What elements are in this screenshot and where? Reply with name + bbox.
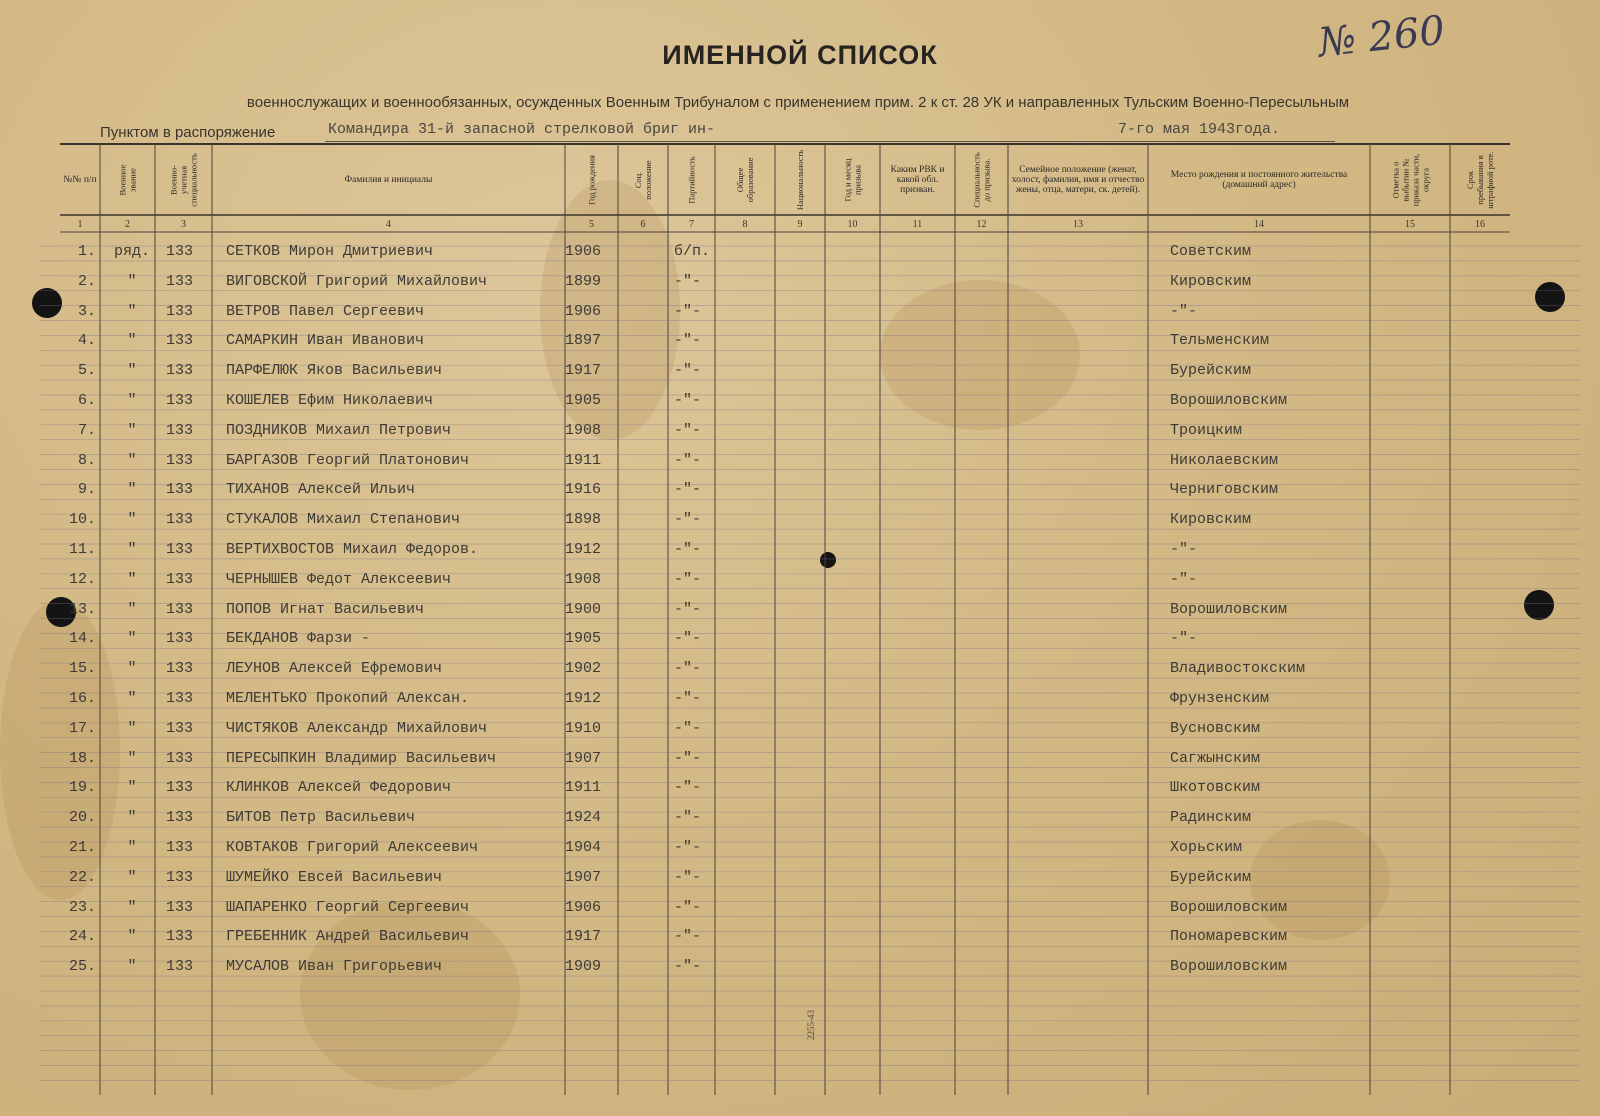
column-number: 5 <box>589 219 594 230</box>
cell-year: 1898 <box>565 511 602 529</box>
column-number: 1 <box>77 219 83 230</box>
column-header-2 <box>100 146 155 213</box>
cell-place: Ворошиловским <box>1170 958 1288 976</box>
cell-n: 21. <box>68 839 96 856</box>
cell-name: МУСАЛОВ Иван Григорьевич <box>226 958 443 976</box>
cell-n: 20. <box>68 809 96 827</box>
cell-name: ТИХАНОВ Алексей Ильич <box>226 481 416 499</box>
cell-name: БАРГАЗОВ Георгий Платонович <box>226 451 470 469</box>
cell-rank: " <box>127 272 137 290</box>
column-header-label: Год рождения <box>586 154 597 205</box>
cell-name: САМАРКИН Иван Иванович <box>226 332 425 350</box>
cell-year: 1907 <box>565 749 602 767</box>
cell-place: Радинским <box>1170 809 1252 827</box>
table-row <box>0 476 1600 504</box>
cell-year: 1908 <box>565 421 602 439</box>
cell-party: -"- <box>674 779 702 797</box>
table-row <box>0 357 1600 385</box>
cell-party: -"- <box>674 690 702 707</box>
column-header-label: Каким РВК и какой обл. призван. <box>890 164 945 195</box>
column-header-label: Фамилия и инициалы <box>344 174 433 185</box>
cell-rank: " <box>127 839 137 856</box>
cell-party: -"- <box>674 958 702 976</box>
column-header-9 <box>775 146 825 213</box>
cell-name: ПОПОВ Игнат Васильевич <box>226 600 425 618</box>
column-header-6 <box>618 146 668 213</box>
column-header-4 <box>212 146 565 213</box>
cell-party: -"- <box>674 600 702 618</box>
cell-name: ПОЗДНИКОВ Михаил Петрович <box>226 421 452 439</box>
column-header-label: Соц. положение <box>633 159 653 200</box>
cell-spec: 133 <box>166 749 194 767</box>
cell-party: -"- <box>674 630 702 648</box>
cell-n: 5. <box>77 362 96 380</box>
cell-year: 1907 <box>565 868 602 886</box>
cell-place: Бурейским <box>1170 362 1252 380</box>
cell-place: Ворошиловским <box>1170 898 1288 916</box>
cell-rank: " <box>127 660 137 678</box>
cell-spec: 133 <box>166 928 194 946</box>
subtitle-line-1: военнослужащих и военнообязанных, осужденных Военным Трибуналом с применением прим. 2 к ст. 28 УК и направленных Тульским Военно-Пересыльным <box>246 94 1350 111</box>
cell-spec: 133 <box>166 332 194 350</box>
cell-name: ВИГОВСКОЙ Григорий Михайлович <box>226 272 488 290</box>
cell-place: Владивостокским <box>1170 660 1306 678</box>
cell-n: 7. <box>77 421 96 439</box>
cell-party: -"- <box>674 660 702 678</box>
table-row <box>0 923 1600 951</box>
cell-n: 1. <box>77 243 96 260</box>
subtitle-line-2-date: 7-го мая 1943года. <box>1118 121 1281 138</box>
cell-rank: " <box>127 928 137 946</box>
column-header-7 <box>668 146 715 213</box>
cell-spec: 133 <box>166 868 194 886</box>
cell-n: 17. <box>68 719 96 737</box>
form-code: 2255-43 <box>806 1010 816 1040</box>
column-header-label: Военно-учетная специальность <box>168 152 199 207</box>
cell-year: 1909 <box>565 958 602 976</box>
cell-n: 25. <box>68 958 96 976</box>
cell-rank: " <box>127 392 137 409</box>
cell-name: ГРЕБЕННИК Андрей Васильевич <box>226 928 470 946</box>
cell-year: 1910 <box>565 719 602 737</box>
cell-rank: " <box>127 958 137 976</box>
column-number: 9 <box>797 219 803 230</box>
cell-name: МЕЛЕНТЬКО Прокопий Алексан. <box>226 690 470 707</box>
cell-place: -"- <box>1170 302 1198 320</box>
cell-n: 11. <box>68 541 96 558</box>
column-header-label: №№ п/п <box>63 174 97 185</box>
cell-year: 1906 <box>565 243 602 260</box>
table-row <box>0 298 1600 326</box>
cell-spec: 133 <box>166 719 194 737</box>
cell-spec: 133 <box>166 392 194 409</box>
cell-party: -"- <box>674 302 702 320</box>
column-header-label: Место рождения и постоянного жительства (домашний адрес) <box>1170 169 1348 190</box>
cell-rank: " <box>127 600 137 618</box>
cell-year: 1911 <box>565 779 602 797</box>
cell-spec: 133 <box>166 451 194 469</box>
cell-place: Шкотовским <box>1170 779 1261 797</box>
cell-rank: " <box>127 481 137 499</box>
column-header-8 <box>715 146 775 213</box>
cell-rank: " <box>127 570 137 588</box>
cell-place: Ворошиловским <box>1170 600 1288 618</box>
column-header-label: Специальность до призыва. <box>971 151 992 208</box>
cell-party: -"- <box>674 362 702 380</box>
column-number: 10 <box>847 219 858 230</box>
cell-name: ЧЕРНЫШЕВ Федот Алексеевич <box>226 570 452 588</box>
cell-year: 1911 <box>565 451 602 469</box>
table-row <box>0 506 1600 534</box>
cell-rank: " <box>127 421 137 439</box>
cell-place: -"- <box>1170 630 1198 648</box>
column-header-5 <box>565 146 618 213</box>
table-row <box>0 327 1600 355</box>
column-header-label: Срок пребывания в штрафной роте. <box>1465 150 1495 209</box>
subtitle-line-2-label: Пунктом в распоряжение <box>100 124 276 141</box>
cell-n: 12. <box>68 570 96 588</box>
cell-year: 1906 <box>565 302 602 320</box>
cell-n: 14. <box>68 630 96 648</box>
cell-n: 4. <box>77 332 96 350</box>
table-row <box>0 566 1600 594</box>
cell-rank: " <box>127 451 137 469</box>
table-row <box>0 417 1600 445</box>
column-header-15 <box>1370 146 1450 213</box>
cell-n: 6. <box>77 392 96 409</box>
table-row <box>0 625 1600 653</box>
cell-year: 1897 <box>565 332 602 350</box>
cell-spec: 133 <box>166 779 194 797</box>
cell-year: 1906 <box>565 898 602 916</box>
column-number: 6 <box>640 219 646 230</box>
cell-spec: 133 <box>166 511 194 529</box>
cell-n: 24. <box>68 928 96 946</box>
cell-rank: " <box>127 719 137 737</box>
column-header-1 <box>60 146 100 213</box>
column-number: 8 <box>742 219 748 230</box>
table-row <box>0 596 1600 624</box>
cell-rank: " <box>127 362 137 380</box>
cell-name: КОВТАКОВ Григорий Алексеевич <box>226 839 479 856</box>
cell-n: 22. <box>68 868 96 886</box>
column-header-label: Год и месяц призыва <box>842 158 863 201</box>
column-number: 4 <box>386 219 391 230</box>
cell-party: -"- <box>674 719 702 737</box>
cell-rank: " <box>127 690 137 707</box>
cell-n: 2. <box>77 272 96 290</box>
column-header-label: Партийность <box>686 155 697 204</box>
column-header-3 <box>155 146 212 213</box>
cell-rank: " <box>127 779 137 797</box>
cell-year: 1908 <box>565 570 602 588</box>
cell-name: ПАРФЕЛЮК Яков Васильевич <box>226 362 443 380</box>
cell-name: ШАПАРЕНКО Георгий Сергеевич <box>226 898 470 916</box>
cell-spec: 133 <box>166 898 194 916</box>
column-header-14 <box>1148 146 1370 213</box>
column-header-label: Семейное положение (женат, холост, фамилия, имя и отчество жены, отца, матери, ск. детей). <box>1011 164 1145 195</box>
cell-party: -"- <box>674 898 702 916</box>
cell-name: ВЕРТИХВОСТОВ Михаил Федоров. <box>226 541 479 558</box>
cell-year: 1912 <box>565 690 602 707</box>
subtitle-line-2-recipient: Командира 31-й запасной стрелковой бриг ин- <box>328 121 716 138</box>
cell-party: -"- <box>674 570 702 588</box>
cell-rank: " <box>127 749 137 767</box>
cell-party: -"- <box>674 511 702 529</box>
cell-spec: 133 <box>166 272 194 290</box>
cell-rank: " <box>127 511 137 529</box>
cell-year: 1917 <box>565 362 602 380</box>
table-row <box>0 387 1600 415</box>
table-row <box>0 655 1600 683</box>
column-number: 7 <box>689 219 694 230</box>
cell-place: Пономаревским <box>1170 928 1288 946</box>
cell-year: 1904 <box>565 839 602 856</box>
cell-n: 8. <box>77 451 96 469</box>
cell-n: 19. <box>68 779 96 797</box>
cell-place: Троицким <box>1170 421 1243 439</box>
cell-party: -"- <box>674 868 702 886</box>
cell-spec: 133 <box>166 421 194 439</box>
cell-year: 1905 <box>565 630 602 648</box>
cell-year: 1905 <box>565 392 602 409</box>
cell-place: Тельменским <box>1170 332 1270 350</box>
cell-spec: 133 <box>166 958 194 976</box>
cell-place: -"- <box>1170 570 1198 588</box>
cell-rank: " <box>127 332 137 350</box>
cell-year: 1916 <box>565 481 602 499</box>
cell-rank: " <box>127 868 137 886</box>
cell-party: б/п. <box>674 243 711 260</box>
cell-party: -"- <box>674 421 702 439</box>
column-header-13 <box>1008 146 1148 213</box>
cell-name: СЕТКОВ Мирон Дмитриевич <box>226 243 434 260</box>
cell-spec: 133 <box>166 690 194 707</box>
cell-rank: " <box>127 302 137 320</box>
cell-n: 15. <box>68 660 96 678</box>
column-header-label: Отметка о выбытии № приказа части, округа <box>1390 153 1430 206</box>
table-row <box>0 715 1600 743</box>
column-number: 2 <box>125 219 130 230</box>
cell-n: 18. <box>68 749 96 767</box>
cell-place: Кировским <box>1170 511 1252 529</box>
column-number: 3 <box>181 219 186 230</box>
cell-spec: 133 <box>166 362 194 380</box>
cell-party: -"- <box>674 809 702 827</box>
cell-spec: 133 <box>166 630 194 648</box>
cell-place: Кировским <box>1170 272 1252 290</box>
cell-year: 1924 <box>565 809 602 827</box>
cell-party: -"- <box>674 839 702 856</box>
table-row <box>0 745 1600 773</box>
cell-party: -"- <box>674 928 702 946</box>
column-number: 14 <box>1254 219 1264 230</box>
cell-party: -"- <box>674 451 702 469</box>
cell-party: -"- <box>674 392 702 409</box>
column-number: 16 <box>1475 219 1485 230</box>
cell-name: БИТОВ Петр Васильевич <box>226 809 416 827</box>
table-row <box>0 268 1600 296</box>
cell-n: 13. <box>68 600 96 618</box>
cell-year: 1899 <box>565 272 602 290</box>
cell-spec: 133 <box>166 600 194 618</box>
cell-party: -"- <box>674 332 702 350</box>
document-number: № 260 <box>1315 7 1447 67</box>
cell-rank: " <box>127 898 137 916</box>
cell-party: -"- <box>674 481 702 499</box>
cell-rank: ряд. <box>113 243 150 260</box>
table-row <box>0 894 1600 922</box>
table-row <box>0 447 1600 475</box>
column-number: 15 <box>1405 219 1415 230</box>
table-row <box>0 536 1600 564</box>
cell-spec: 133 <box>166 570 194 588</box>
cell-place: Фрунзенским <box>1170 690 1270 707</box>
cell-name: КЛИНКОВ Алексей Федорович <box>226 779 452 797</box>
cell-spec: 133 <box>166 243 194 260</box>
cell-spec: 133 <box>166 809 194 827</box>
column-header-16 <box>1450 146 1510 213</box>
cell-year: 1902 <box>565 660 602 678</box>
cell-party: -"- <box>674 272 702 290</box>
document-title: ИМЕННОЙ СПИСОК <box>662 40 938 70</box>
column-header-label: Национальность <box>795 149 805 210</box>
column-header-label: Общее образование <box>735 157 755 202</box>
cell-party: -"- <box>674 541 702 558</box>
table-row <box>0 774 1600 802</box>
table-row <box>0 834 1600 862</box>
cell-place: Советским <box>1170 243 1252 260</box>
cell-n: 9. <box>77 481 96 499</box>
cell-n: 3. <box>77 302 96 320</box>
cell-spec: 133 <box>166 481 194 499</box>
cell-rank: " <box>127 630 137 648</box>
table-row <box>0 804 1600 832</box>
cell-rank: " <box>127 541 137 558</box>
cell-place: Николаевским <box>1170 451 1279 469</box>
cell-name: ВЕТРОВ Павел Сергеевич <box>226 302 425 320</box>
cell-name: БЕКДАНОВ Фарзи - <box>226 630 371 648</box>
cell-n: 16. <box>68 690 96 707</box>
cell-place: Бурейским <box>1170 868 1252 886</box>
table-row <box>0 864 1600 892</box>
cell-spec: 133 <box>166 839 194 856</box>
cell-n: 10. <box>68 511 96 529</box>
cell-rank: " <box>127 809 137 827</box>
cell-place: Черниговским <box>1170 481 1279 499</box>
cell-name: ПЕРЕСЫПКИН Владимир Васильевич <box>226 749 497 767</box>
cell-place: Сагжынским <box>1170 749 1261 767</box>
table-row <box>0 238 1600 266</box>
table-row <box>0 685 1600 713</box>
cell-name: СТУКАЛОВ Михаил Степанович <box>226 511 461 529</box>
cell-place: Хорьским <box>1170 839 1243 856</box>
cell-year: 1917 <box>565 928 602 946</box>
column-number: 13 <box>1073 219 1083 230</box>
column-header-11 <box>880 146 955 213</box>
column-header-label: Военное звание <box>117 163 138 196</box>
column-number: 11 <box>912 219 923 230</box>
cell-year: 1900 <box>565 600 602 618</box>
cell-name: КОШЕЛЕВ Ефим Николаевич <box>226 392 434 409</box>
cell-name: ШУМЕЙКО Евсей Васильевич <box>226 868 443 886</box>
cell-n: 23. <box>68 898 96 916</box>
cell-place: -"- <box>1170 541 1198 558</box>
cell-name: ЛЕУНОВ Алексей Ефремович <box>226 660 443 678</box>
cell-year: 1912 <box>565 541 602 558</box>
cell-party: -"- <box>674 749 702 767</box>
column-header-12 <box>955 146 1008 213</box>
cell-place: Вусновским <box>1170 719 1261 737</box>
cell-name: ЧИСТЯКОВ Александр Михайлович <box>226 719 488 737</box>
column-number: 12 <box>976 219 987 230</box>
cell-place: Ворошиловским <box>1170 392 1288 409</box>
table-row <box>0 953 1600 981</box>
cell-spec: 133 <box>166 660 194 678</box>
cell-spec: 133 <box>166 302 194 320</box>
column-header-10 <box>825 146 880 213</box>
cell-spec: 133 <box>166 541 194 558</box>
